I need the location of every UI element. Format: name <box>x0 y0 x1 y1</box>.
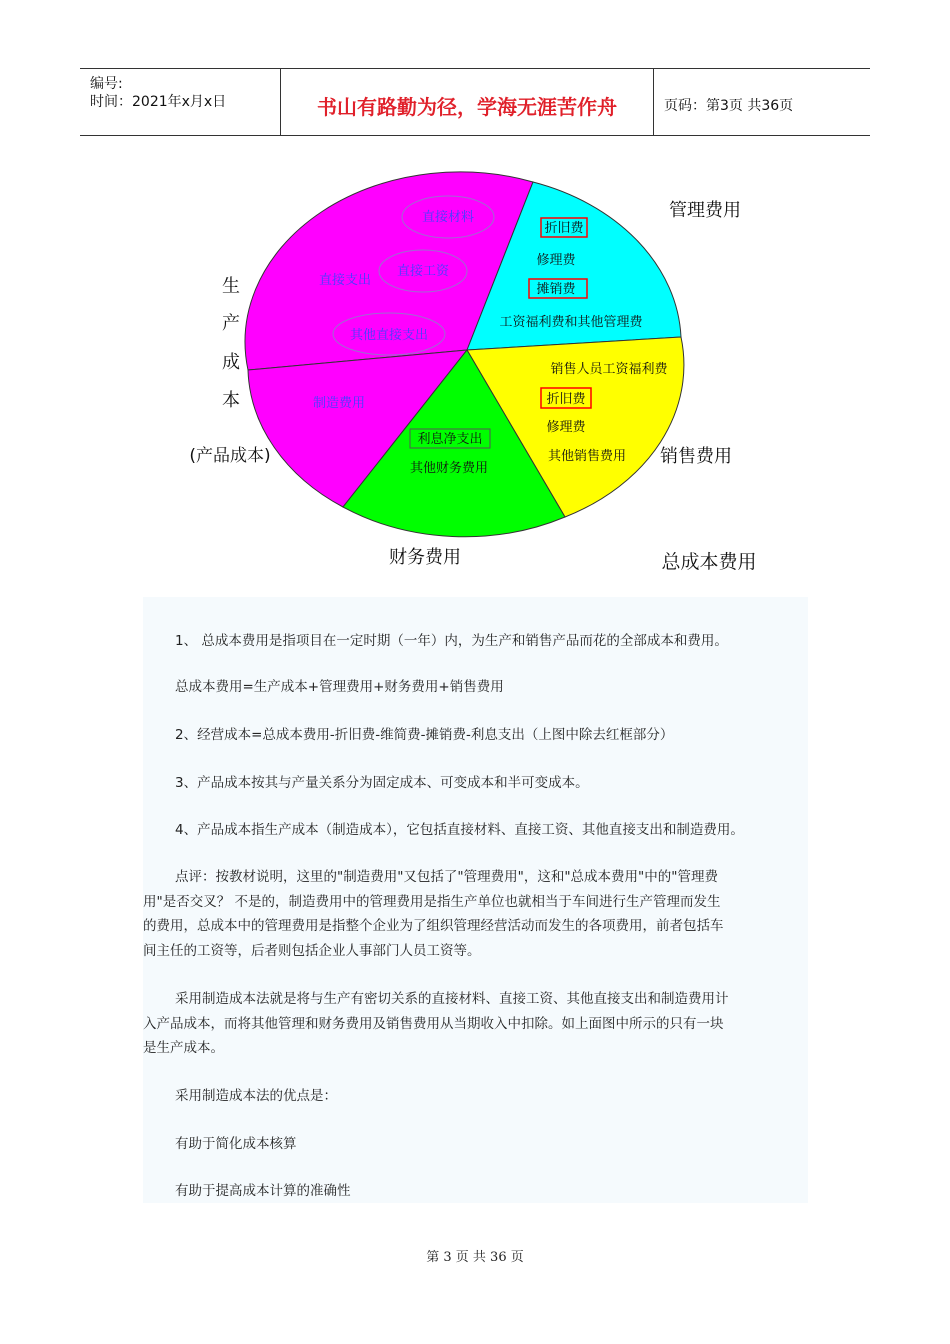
header-info-cell <box>80 69 281 135</box>
page-label: 页码：第3页 共36页 <box>664 98 794 114</box>
advantage-2: 有助于提高成本计算的准确性 <box>175 1183 351 1199</box>
paragraph-5: 4、产品成本指生产成本（制造成本），它包括直接材料、直接工资、其他直接支出和制造费用。 <box>175 822 744 838</box>
paragraph-3: 2、经营成本=总成本费用-折旧费-维简费-摊销费-利息支出（上图中除去红框部分） <box>175 727 674 743</box>
direct-material-label: 直接材料 <box>421 210 475 225</box>
header-motto-cell <box>281 69 654 135</box>
time-label: 时间：2021年x月x日 <box>90 94 227 110</box>
production-char-1: 生 <box>222 276 240 297</box>
sales-staff-label: 销售人员工资福利费 <box>550 362 668 377</box>
sales-repair-label: 修理费 <box>546 420 586 435</box>
comment-line-4: 间主任的工资等，后者则包括企业人事部门人员工资等。 <box>143 943 481 959</box>
mgmt-repair-label: 修理费 <box>536 253 576 268</box>
motto: 书山有路勤为径，学海无涯苦作舟 <box>317 95 617 119</box>
total-label: 总成本费用 <box>661 551 757 573</box>
method-line-3: 是生产成本。 <box>143 1040 224 1056</box>
paragraph-1: 1、 总成本费用是指项目在一定时期（一年）内，为生产和销售产品而花的全部成本和费用。 <box>175 633 728 649</box>
comment-line-2: 用"是否交叉？ 不是的，制造费用中的管理费用是指生产单位也就相当于车间进行生产管理而发生 <box>143 894 721 910</box>
management-label: 管理费用 <box>669 200 741 221</box>
serial-label: 编号: <box>90 76 123 92</box>
product-cost-label: (产品成本) <box>189 446 271 466</box>
comment-line-3: 的费用，总成本中的管理费用是指整个企业为了组织管理经营活动而发生的各项费用，前者包括车 <box>143 918 724 934</box>
advantages-heading: 采用制造成本法的优点是： <box>175 1088 337 1104</box>
advantage-1: 有助于简化成本核算 <box>175 1136 297 1152</box>
manufacturing-label: 制造费用 <box>312 396 366 411</box>
paragraph-4: 3、产品成本按其与产量关系分为固定成本、可变成本和半可变成本。 <box>175 775 589 791</box>
method-line-1: 采用制造成本法就是将与生产有密切关系的直接材料、直接工资、其他直接支出和制造费用计 <box>175 991 729 1007</box>
finance-other-label: 其他财务费用 <box>409 461 489 476</box>
sales-label: 销售费用 <box>660 446 732 467</box>
comment-line-1: 点评：按教材说明，这里的"制造费用"又包括了"管理费用"，这和"总成本费用"中的"管理费 <box>175 869 718 885</box>
direct-support-label: 直接支出 <box>318 273 372 288</box>
header-table <box>80 68 870 136</box>
page-footer: 第 3 页 共 36 页 <box>426 1250 524 1265</box>
mgmt-depreciation-label: 折旧费 <box>544 221 584 236</box>
method-line-2: 入产品成本，而将其他管理和财务费用及销售费用从当期收入中扣除。如上面图中所示的只有一块 <box>143 1016 724 1032</box>
sales-other-label: 其他销售费用 <box>547 449 627 464</box>
paragraph-2: 总成本费用=生产成本+管理费用+财务费用+销售费用 <box>175 679 504 695</box>
finance-label: 财务费用 <box>389 547 461 568</box>
content-panel <box>143 157 808 1203</box>
production-char-3: 成 <box>222 352 240 373</box>
finance-interest-label: 利息净支出 <box>417 432 483 447</box>
production-char-2: 产 <box>222 313 240 334</box>
mgmt-wages-label: 工资福利费和其他管理费 <box>499 315 643 330</box>
other-direct-label: 其他直接支出 <box>349 328 429 343</box>
header-page-cell <box>654 69 870 135</box>
mgmt-amortization-label: 摊销费 <box>536 282 576 297</box>
sales-depreciation-label: 折旧费 <box>546 392 586 407</box>
cost-diagram <box>143 157 808 597</box>
direct-wage-label: 直接工资 <box>396 264 450 279</box>
production-char-4: 本 <box>222 390 240 411</box>
